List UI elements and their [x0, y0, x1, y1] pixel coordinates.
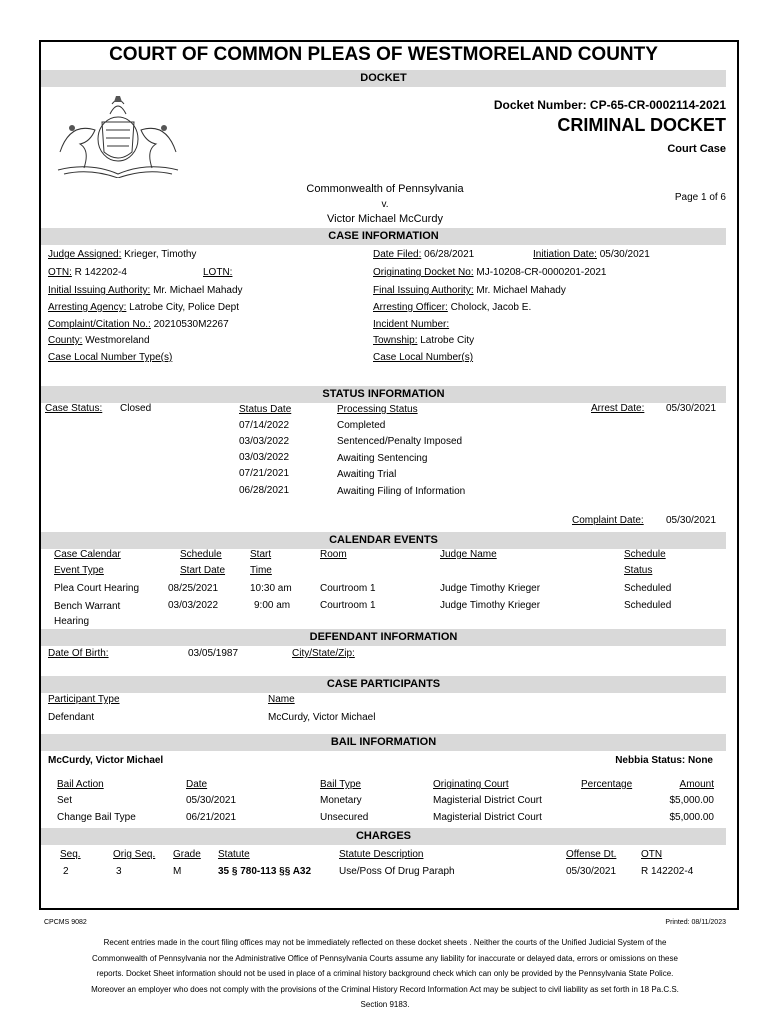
arresting-officer: Arresting Officer: Cholock, Jacob E.: [373, 302, 532, 313]
bail-header-action: Bail Action: [57, 779, 104, 790]
originating-docket: Originating Docket No: MJ-10208-CR-0000201-2021: [373, 267, 607, 278]
bail-information-bar: BAIL INFORMATION: [41, 734, 726, 751]
case-participants-bar: CASE PARTICIPANTS: [41, 676, 726, 693]
caption-versus: v.: [381, 199, 389, 210]
case-status-value: Closed: [120, 403, 152, 414]
cal-row-event: Plea Court Hearing: [54, 583, 140, 594]
county: County: Westmoreland: [48, 335, 150, 346]
court-title: COURT OF COMMON PLEAS OF WESTMORELAND COUNTY: [109, 44, 658, 65]
charge-statute: 35 § 780-113 §§ A32: [218, 866, 312, 877]
nebbia-status: Nebbia Status: None: [615, 755, 713, 766]
printed-date: Printed: 08/11/2023: [665, 919, 726, 926]
cal-header-schedule: Schedule: [180, 549, 222, 560]
caption-plaintiff: Commonwealth of Pennsylvania: [306, 183, 464, 195]
case-local-numbers: Case Local Number(s): [373, 352, 474, 363]
status-information-bar: STATUS INFORMATION: [41, 386, 726, 403]
cal-row-room: Courtroom 1: [320, 600, 376, 611]
cal-row-room: Courtroom 1: [320, 583, 376, 594]
charge-header-grade: Grade: [173, 849, 201, 860]
case-status: Case Status:: [45, 403, 103, 414]
charge-header-seq: Seq.: [60, 849, 81, 860]
defendant-information-bar: DEFENDANT INFORMATION: [41, 629, 726, 646]
status-row-date: 07/14/2022: [239, 420, 290, 431]
cal-row-status: Scheduled: [624, 600, 672, 611]
bail-header-court: Originating Court: [433, 779, 509, 790]
status-row-date: 06/28/2021: [239, 485, 290, 496]
bail-row-date: 05/30/2021: [186, 795, 237, 806]
dob-label: Date Of Birth:: [48, 648, 109, 659]
participant-type: Defendant: [48, 712, 95, 723]
docket-bar: DOCKET: [41, 70, 726, 87]
bail-row-type: Monetary: [320, 795, 362, 806]
status-row-date: 03/03/2022: [239, 452, 290, 463]
bail-person: McCurdy, Victor Michael: [48, 755, 164, 766]
bail-header-amount: Amount: [679, 779, 714, 790]
date-filed: Date Filed: 06/28/2021: [373, 249, 475, 260]
arresting-agency: Arresting Agency: Latrobe City, Police Dept: [48, 302, 240, 313]
participant-name: McCurdy, Victor Michael: [268, 712, 376, 723]
township: Township: Latrobe City: [373, 335, 475, 346]
cal-row-event-cont: Hearing: [54, 616, 90, 627]
bail-row-amount: $5,000.00: [669, 795, 714, 806]
initiation-date: Initiation Date: 05/30/2021: [533, 249, 650, 260]
cal-header-start: Time: [250, 565, 272, 576]
status-row-status: Sentenced/Penalty Imposed: [337, 436, 463, 447]
calendar-events-bar: CALENDAR EVENTS: [41, 532, 726, 549]
otn: OTN: R 142202-4: [48, 267, 127, 278]
status-row-status: Awaiting Sentencing: [337, 453, 428, 464]
bail-row-court: Magisterial District Court: [433, 795, 542, 806]
charge-header-offense-date: Offense Dt.: [566, 849, 617, 860]
cal-row-judge: Judge Timothy Krieger: [440, 600, 541, 611]
status-row-status: Awaiting Filing of Information: [337, 486, 466, 497]
cal-header-event: Case Calendar: [54, 549, 121, 560]
complaint-date-label: Complaint Date:: [572, 515, 644, 526]
charge-offense-date: 05/30/2021: [566, 866, 617, 877]
cal-header-start: Start: [250, 549, 272, 560]
cal-row-time: 10:30 am: [250, 583, 292, 594]
cal-header-judge: Judge Name: [440, 549, 497, 560]
judge-assigned: Judge Assigned: Krieger, Timothy: [48, 249, 197, 260]
arrest-date-label: Arrest Date:: [591, 403, 645, 414]
charges-bar: CHARGES: [41, 828, 726, 845]
city-state-zip-label: City/State/Zip:: [292, 648, 355, 659]
bail-row-type: Unsecured: [320, 812, 369, 823]
bail-row-court: Magisterial District Court: [433, 812, 542, 823]
bail-row-date: 06/21/2021: [186, 812, 237, 823]
final-issuing-authority: Final Issuing Authority: Mr. Michael Mahady: [373, 285, 566, 296]
complaint-date-value: 05/30/2021: [666, 515, 717, 526]
cal-row-date: 03/03/2022: [168, 600, 219, 611]
charge-header-description: Statute Description: [339, 849, 424, 860]
processing-status-header: Processing Status: [337, 404, 418, 415]
charge-otn: R 142202-4: [641, 866, 694, 877]
charge-header-otn: OTN: [641, 849, 663, 860]
cal-header-event: Event Type: [54, 565, 104, 576]
page-number: Page 1 of 6: [674, 192, 726, 203]
case-information-bar: CASE INFORMATION: [41, 228, 726, 245]
cal-header-status: Schedule: [624, 549, 666, 560]
status-date-header: Status Date: [239, 404, 292, 415]
status-row-status: Completed: [337, 420, 386, 431]
bail-row-action: Change Bail Type: [57, 812, 136, 823]
complaint-citation: Complaint/Citation No.: 20210530M2267: [48, 319, 229, 330]
bail-header-percentage: Percentage: [581, 779, 633, 790]
lotn: LOTN:: [203, 267, 233, 278]
initial-issuing-authority: Initial Issuing Authority: Mr. Michael Mahady: [48, 285, 243, 296]
dob-value: 03/05/1987: [188, 648, 239, 659]
bail-row-amount: $5,000.00: [669, 812, 714, 823]
cal-header-status: Status: [624, 565, 653, 576]
bail-header-type: Bail Type: [320, 779, 361, 790]
cal-row-event: Bench Warrant: [54, 601, 121, 612]
caption-defendant: Victor Michael McCurdy: [327, 213, 443, 225]
cal-header-schedule: Start Date: [180, 565, 226, 576]
status-row-date: 07/21/2021: [239, 468, 290, 479]
court-case-label: Court Case: [667, 143, 726, 155]
case-local-number-types: Case Local Number Type(s): [48, 352, 173, 363]
charge-header-statute: Statute: [218, 849, 250, 860]
docket-type: CRIMINAL DOCKET: [557, 115, 726, 135]
charge-header-orig-seq: Orig Seq.: [113, 849, 156, 860]
cal-row-status: Scheduled: [624, 583, 672, 594]
charge-grade: M: [173, 866, 182, 877]
cal-row-time: 9:00 am: [254, 600, 291, 611]
charge-orig-seq: 3: [116, 866, 122, 877]
cal-row-judge: Judge Timothy Krieger: [440, 583, 541, 594]
bail-header-date: Date: [186, 779, 208, 790]
bail-row-action: Set: [57, 795, 73, 806]
form-number: CPCMS 9082: [44, 919, 87, 926]
disclaimer-text: Recent entries made in the court filing offices may not be immediately reflected on these docket sheets . Neither the courts of the Unified Judicial System of the Commonwealth of Pennsylvania nor the Administrative Office of Pennsylvania Courts assume any liability for inaccurate or delayed data, errors or omissions on these reports. Docket Sheet information should not be used in place of a criminal history background check which can only be provided by the Pennsylvania State Police. Moreover an employer who does not comply with the provisions of the Criminal History Record Information Act may be subject to civil liability as set forth in 18 Pa.C.S. Section 9183.: [91, 938, 679, 1009]
status-row-status: Awaiting Trial: [337, 469, 397, 480]
cal-row-date: 08/25/2021: [168, 583, 219, 594]
participant-type-header: Participant Type: [48, 694, 120, 705]
incident-number: Incident Number:: [373, 319, 450, 330]
status-row-date: 03/03/2022: [239, 436, 290, 447]
pennsylvania-seal-image: [50, 92, 186, 178]
charge-seq: 2: [63, 866, 69, 877]
charge-description: Use/Poss Of Drug Paraph: [339, 866, 455, 877]
docket-number: Docket Number: CP-65-CR-0002114-2021: [493, 98, 726, 112]
arrest-date-value: 05/30/2021: [666, 403, 717, 414]
participant-name-header: Name: [268, 694, 295, 705]
cal-header-room: Room: [320, 549, 347, 560]
